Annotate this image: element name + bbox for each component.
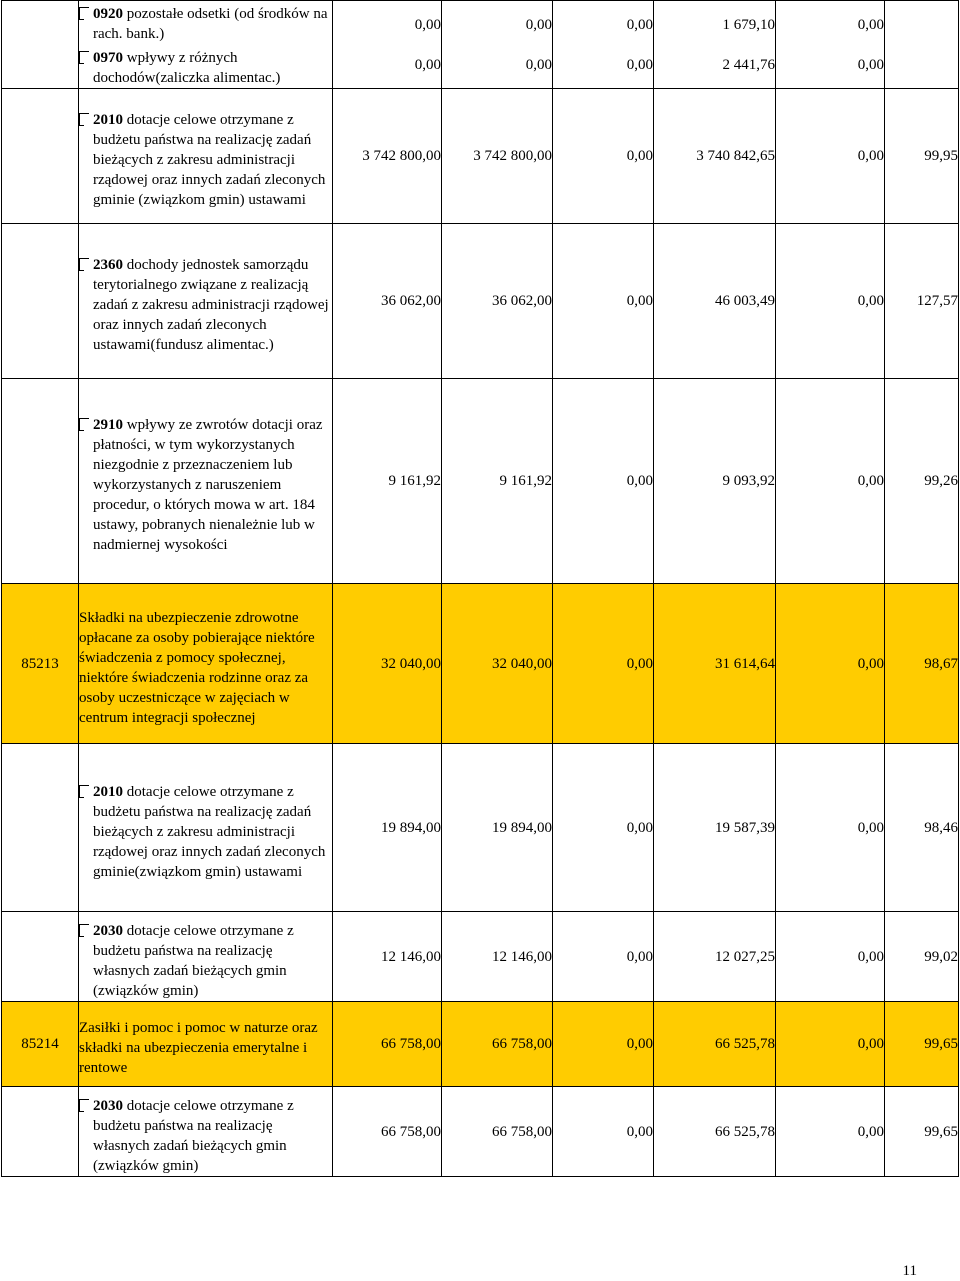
amount: 66 758,00 bbox=[492, 1123, 552, 1140]
percent-cell bbox=[885, 584, 959, 744]
line-item bbox=[79, 110, 332, 210]
line-item-text: dotacje celowe otrzymane z budżetu państwa na realizację zadań bieżących z zakresu administracji rządowej oraz innych zadań zleconych gminie(związkom gmin) ustawami bbox=[93, 783, 326, 880]
execution-cell bbox=[654, 379, 776, 584]
section-code-cell bbox=[2, 224, 79, 379]
amount: 3 742 800,00 bbox=[473, 148, 552, 164]
amount: 12 027,25 bbox=[715, 948, 775, 965]
percent-cell bbox=[885, 744, 959, 912]
amount: 46 003,49 bbox=[715, 293, 775, 309]
description-cell bbox=[79, 912, 333, 1002]
description-cell bbox=[79, 379, 333, 584]
line-item bbox=[79, 782, 332, 882]
amount: 0,00 bbox=[525, 16, 552, 33]
section-code-cell bbox=[2, 89, 79, 224]
amount: 0,00 bbox=[857, 293, 884, 309]
amount: 9 093,92 bbox=[722, 473, 775, 489]
plan-after-changes-cell bbox=[442, 912, 553, 1002]
value-cell bbox=[776, 1087, 885, 1177]
value-cell bbox=[553, 224, 654, 379]
amount: 0,00 bbox=[857, 655, 884, 672]
amount: 99,02 bbox=[924, 948, 958, 965]
amount: 0,00 bbox=[857, 473, 884, 489]
percent-cell bbox=[885, 224, 959, 379]
description-cell bbox=[79, 89, 333, 224]
value-cell bbox=[776, 1, 885, 89]
table-row bbox=[2, 89, 959, 224]
amount: 32 040,00 bbox=[492, 655, 552, 672]
plan-after-changes-cell bbox=[442, 89, 553, 224]
classification-code: 2010 bbox=[93, 783, 123, 800]
value-cell bbox=[553, 1, 654, 89]
amount: 0,00 bbox=[857, 1036, 884, 1052]
table-row bbox=[2, 379, 959, 584]
amount: 1 679,10 bbox=[722, 16, 775, 33]
value-cell bbox=[776, 89, 885, 224]
amount: 0,00 bbox=[626, 819, 653, 836]
plan-after-changes-cell bbox=[442, 379, 553, 584]
percent-cell bbox=[885, 1087, 959, 1177]
amount: 99,95 bbox=[924, 148, 958, 164]
percent-cell bbox=[885, 379, 959, 584]
plan-cell bbox=[333, 379, 442, 584]
line-item bbox=[79, 1096, 332, 1176]
plan-cell bbox=[333, 1002, 442, 1087]
amount: 99,65 bbox=[924, 1123, 958, 1140]
percent-cell bbox=[885, 1002, 959, 1087]
description-cell bbox=[79, 584, 333, 744]
amount: 99,65 bbox=[924, 1036, 958, 1052]
classification-code: 2030 bbox=[93, 1097, 123, 1114]
amount: 0,00 bbox=[857, 819, 884, 836]
amount: 9 161,92 bbox=[388, 473, 441, 489]
tree-branch-icon bbox=[79, 418, 89, 431]
description-cell bbox=[79, 1, 333, 89]
execution-cell bbox=[654, 1002, 776, 1087]
value-cell bbox=[776, 224, 885, 379]
classification-code: 2910 bbox=[93, 417, 123, 433]
amount: 0,00 bbox=[626, 293, 653, 309]
section-code-cell: 85214 bbox=[2, 1002, 79, 1087]
amount: 0,00 bbox=[626, 655, 653, 672]
line-item-text: dotacje celowe otrzymane z budżetu państwa na realizację zadań bieżących z zakresu administracji rządowej oraz innych zadań zleconych gminie (związkom gmin) ustawami bbox=[93, 112, 326, 208]
amount: 36 062,00 bbox=[492, 293, 552, 309]
amount: 31 614,64 bbox=[715, 655, 775, 672]
tree-branch-icon bbox=[79, 924, 89, 937]
value-cell bbox=[553, 379, 654, 584]
value-cell bbox=[776, 912, 885, 1002]
table-row bbox=[2, 1, 959, 89]
execution-cell bbox=[654, 89, 776, 224]
description-cell bbox=[79, 1087, 333, 1177]
line-item-text: wpływy ze zwrotów dotacji oraz płatności, w tym wykorzystanych niezgodnie z przeznaczeniem lub wykorzystanych z naruszeniem procedur, o których mowa w art. 184 ustawy, pobranych nienależnie lub w nadmiernej wysokości bbox=[93, 417, 323, 553]
value-cell bbox=[776, 1002, 885, 1087]
value-cell bbox=[553, 1002, 654, 1087]
amount: 19 894,00 bbox=[492, 819, 552, 836]
table-row bbox=[2, 584, 959, 744]
line-item-text: dochody jednostek samorządu terytorialnego związane z realizacją zadań z zakresu administracji rządowej oraz innych zadań zleconych ustawami(fundusz alimentac.) bbox=[93, 257, 329, 353]
amount: 66 758,00 bbox=[492, 1036, 552, 1052]
plan-after-changes-cell bbox=[442, 744, 553, 912]
amount: 2 441,76 bbox=[722, 56, 775, 73]
classification-code: 0920 bbox=[93, 6, 123, 22]
execution-cell bbox=[654, 912, 776, 1002]
plan-after-changes-cell bbox=[442, 224, 553, 379]
amount: 0,00 bbox=[525, 56, 552, 73]
tree-branch-icon bbox=[79, 113, 89, 126]
value-cell bbox=[553, 89, 654, 224]
plan-cell bbox=[333, 584, 442, 744]
value-cell bbox=[553, 1087, 654, 1177]
value-cell bbox=[776, 584, 885, 744]
amount: 12 146,00 bbox=[492, 948, 552, 965]
tree-branch-icon bbox=[79, 1099, 89, 1112]
amount: 19 894,00 bbox=[381, 819, 441, 836]
execution-cell bbox=[654, 1, 776, 89]
section-code-cell bbox=[2, 744, 79, 912]
table-row bbox=[2, 1002, 959, 1087]
amount: 98,46 bbox=[924, 819, 958, 836]
section-code-cell bbox=[2, 1087, 79, 1177]
classification-code: 0970 bbox=[93, 50, 123, 66]
amount: 0,00 bbox=[626, 1036, 653, 1052]
description-cell bbox=[79, 744, 333, 912]
line-item bbox=[79, 255, 332, 355]
line-item-text: Zasiłki i pomoc i pomoc w naturze oraz składki na ubezpieczenia emerytalne i rentowe bbox=[79, 1020, 318, 1076]
amount: 66 758,00 bbox=[381, 1036, 441, 1052]
budget-execution-table bbox=[1, 0, 959, 1177]
line-item bbox=[79, 921, 332, 1001]
tree-branch-icon bbox=[79, 785, 89, 798]
amount: 66 525,78 bbox=[715, 1123, 775, 1140]
amount: 0,00 bbox=[626, 948, 653, 965]
amount: 0,00 bbox=[857, 56, 884, 73]
amount: 0,00 bbox=[857, 948, 884, 965]
section-code-cell bbox=[2, 912, 79, 1002]
page-number: 11 bbox=[902, 1263, 917, 1279]
value-cell bbox=[776, 379, 885, 584]
line-item bbox=[79, 48, 332, 88]
table-row bbox=[2, 744, 959, 912]
plan-after-changes-cell bbox=[442, 1002, 553, 1087]
amount: 0,00 bbox=[414, 56, 441, 73]
amount: 3 740 842,65 bbox=[696, 148, 775, 164]
line-item bbox=[79, 4, 332, 44]
execution-cell bbox=[654, 1087, 776, 1177]
plan-cell bbox=[333, 224, 442, 379]
tree-branch-icon bbox=[79, 51, 89, 64]
description-cell bbox=[79, 224, 333, 379]
table-row bbox=[2, 912, 959, 1002]
classification-code: 2360 bbox=[93, 257, 123, 273]
amount: 19 587,39 bbox=[715, 819, 775, 836]
line-item bbox=[79, 608, 332, 728]
line-item-text: pozostałe odsetki (od środków na rach. bank.) bbox=[93, 6, 328, 42]
amount: 0,00 bbox=[626, 16, 653, 33]
section-code-cell bbox=[2, 1, 79, 89]
line-item bbox=[79, 415, 332, 555]
plan-cell bbox=[333, 1, 442, 89]
line-item-text: dotacje celowe otrzymane z budżetu państwa na realizację własnych zadań bieżących gmin (związków gmin) bbox=[93, 922, 294, 999]
plan-after-changes-cell bbox=[442, 1, 553, 89]
amount: 98,67 bbox=[924, 655, 958, 672]
classification-code: 2010 bbox=[93, 112, 123, 128]
value-cell bbox=[553, 912, 654, 1002]
tree-branch-icon bbox=[79, 7, 89, 20]
amount: 127,57 bbox=[916, 293, 958, 309]
plan-cell bbox=[333, 1087, 442, 1177]
percent-cell bbox=[885, 912, 959, 1002]
amount: 0,00 bbox=[414, 16, 441, 33]
plan-after-changes-cell bbox=[442, 1087, 553, 1177]
amount: 0,00 bbox=[857, 1123, 884, 1140]
amount: 3 742 800,00 bbox=[362, 148, 441, 164]
amount: 32 040,00 bbox=[381, 655, 441, 672]
execution-cell bbox=[654, 744, 776, 912]
value-cell bbox=[553, 744, 654, 912]
line-item-text: wpływy z różnych dochodów(zaliczka alimentac.) bbox=[93, 50, 281, 86]
amount: 0,00 bbox=[626, 473, 653, 489]
amount: 66 525,78 bbox=[715, 1036, 775, 1052]
amount: 36 062,00 bbox=[381, 293, 441, 309]
amount: 0,00 bbox=[857, 16, 884, 33]
execution-cell bbox=[654, 224, 776, 379]
plan-cell bbox=[333, 744, 442, 912]
tree-branch-icon bbox=[79, 258, 89, 271]
section-code-cell: 85213 bbox=[2, 584, 79, 744]
line-item-text: Składki na ubezpieczenie zdrowotne opłacane za osoby pobierające niektóre świadczenia z pomocy społecznej, niektóre świadczenia rodzinne oraz za osoby uczestniczące w zajęciach w centrum integracji społecznej bbox=[79, 609, 315, 726]
plan-after-changes-cell bbox=[442, 584, 553, 744]
percent-cell bbox=[885, 89, 959, 224]
amount: 66 758,00 bbox=[381, 1123, 441, 1140]
plan-cell bbox=[333, 912, 442, 1002]
execution-cell bbox=[654, 584, 776, 744]
value-cell bbox=[553, 584, 654, 744]
amount: 12 146,00 bbox=[381, 948, 441, 965]
plan-cell bbox=[333, 89, 442, 224]
amount: 0,00 bbox=[857, 148, 884, 164]
value-cell bbox=[776, 744, 885, 912]
amount: 99,26 bbox=[924, 473, 958, 489]
classification-code: 2030 bbox=[93, 922, 123, 939]
amount: 0,00 bbox=[626, 1123, 653, 1140]
line-item bbox=[79, 1018, 332, 1078]
table-row bbox=[2, 224, 959, 379]
percent-cell bbox=[885, 1, 959, 89]
amount: 9 161,92 bbox=[499, 473, 552, 489]
table-row bbox=[2, 1087, 959, 1177]
section-code-cell bbox=[2, 379, 79, 584]
amount: 0,00 bbox=[626, 56, 653, 73]
amount: 0,00 bbox=[626, 148, 653, 164]
line-item-text: dotacje celowe otrzymane z budżetu państwa na realizację własnych zadań bieżących gmin (związków gmin) bbox=[93, 1097, 294, 1174]
description-cell bbox=[79, 1002, 333, 1087]
